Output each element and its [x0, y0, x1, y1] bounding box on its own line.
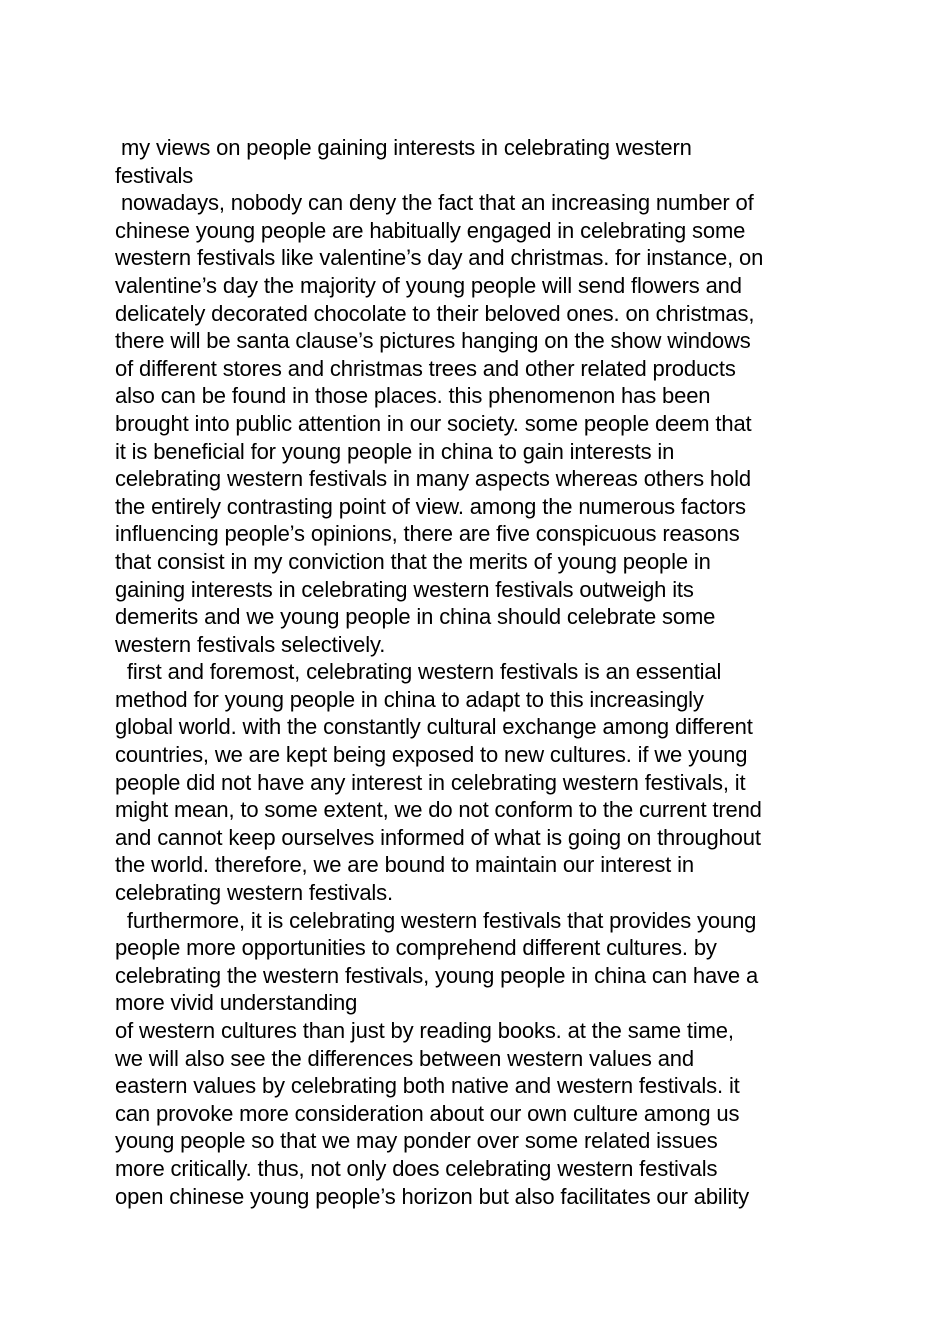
text-line: might mean, to some extent, we do not conform to the current trend [115, 797, 762, 823]
text-line: of western cultures than just by reading books. at the same time, [115, 1018, 734, 1043]
text-line: influencing people’s opinions, there are five conspicuous reasons [115, 521, 740, 547]
essay-text [115, 134, 855, 1210]
text-line: we will also see the differences between western values and [115, 1045, 694, 1071]
text-line: my views on people gaining interests in celebrating western [115, 135, 692, 160]
text-line: also can be found in those places. this phenomenon has been [115, 383, 711, 409]
text-line: delicately decorated chocolate to their beloved ones. on christmas, [115, 300, 755, 326]
text-line: brought into public attention in our society. some people deem that [115, 410, 752, 436]
text-line: there will be santa clause’s pictures hanging on the show windows [115, 328, 751, 354]
text-line: that consist in my conviction that the merits of young people in [115, 548, 711, 574]
text-line: western festivals like valentine’s day and christmas. for instance, on [115, 245, 764, 271]
text-line: furthermore, it is celebrating western festivals that provides young [115, 907, 757, 933]
text-line: it is beneficial for young people in china to gain interests in [115, 438, 675, 464]
text-line: celebrating western festivals. [115, 880, 393, 906]
text-line: gaining interests in celebrating western festivals outweigh its [115, 576, 694, 602]
text-line: open chinese young people’s horizon but also facilitates our ability [115, 1183, 749, 1209]
text-line: method for young people in china to adapt to this increasingly [115, 686, 704, 712]
text-line: people more opportunities to comprehend different cultures. by [115, 935, 717, 961]
text-line: celebrating the western festivals, young people in china can have a [115, 962, 759, 988]
text-line: the world. therefore, we are bound to maintain our interest in [115, 852, 694, 878]
text-line: demerits and we young people in china should celebrate some [115, 604, 716, 630]
text-line: and cannot keep ourselves informed of what is going on throughout [115, 824, 761, 850]
text-line: valentine’s day the majority of young people will send flowers and [115, 272, 742, 298]
text-line: celebrating western festivals in many aspects whereas others hold [115, 466, 751, 492]
text-line: global world. with the constantly cultural exchange among different [115, 714, 753, 740]
text-line: young people so that we may ponder over some related issues [115, 1128, 718, 1154]
text-line: chinese young people are habitually engaged in celebrating some [115, 217, 746, 243]
text-line: of different stores and christmas trees and other related products [115, 355, 736, 381]
text-line: nowadays, nobody can deny the fact that an increasing number of [115, 190, 754, 216]
text-line: more critically. thus, not only does celebrating western festivals [115, 1155, 718, 1181]
text-line: the entirely contrasting point of view. among the numerous factors [115, 493, 746, 519]
text-line: countries, we are kept being exposed to new cultures. if we young [115, 742, 748, 768]
text-line: first and foremost, celebrating western festivals is an essential [115, 659, 722, 685]
text-line: people did not have any interest in celebrating western festivals, it [115, 769, 746, 795]
text-line: more vivid understanding [115, 990, 358, 1016]
text-line: eastern values by celebrating both native and western festivals. it [115, 1073, 740, 1099]
text-line: western festivals selectively. [115, 631, 386, 657]
text-line: can provoke more consideration about our own culture among us [115, 1100, 740, 1126]
text-line: festivals [115, 162, 194, 188]
